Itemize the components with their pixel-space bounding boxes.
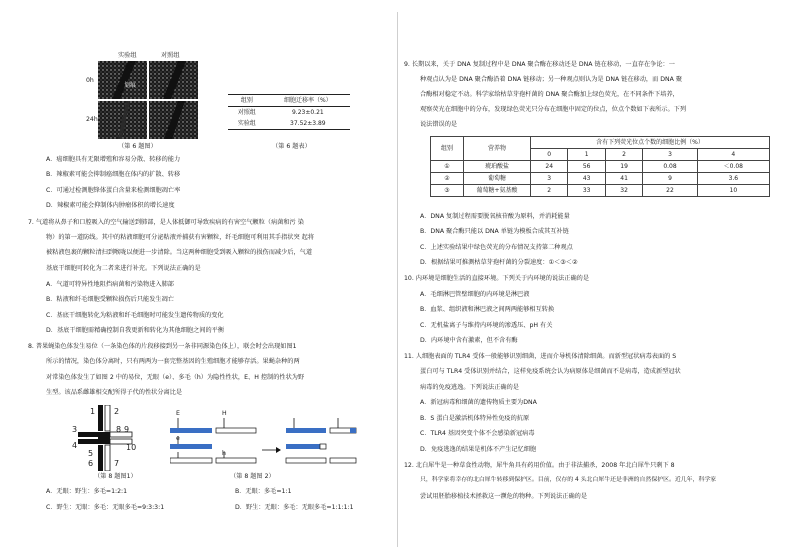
q10-option-c: C．无机盐离子与维持内环境的渗透压、pH 有关 — [420, 322, 553, 329]
gene-e: e — [176, 435, 180, 442]
q7-option-a: A．气道可特异性地阻挡病菌和污染物进入肺部 — [46, 281, 174, 288]
table-cell: 对照组 — [228, 107, 266, 119]
q9-option-b: B．DNA 聚合酶只能以 DNA 单链为模板合成其互补链 — [420, 228, 569, 235]
q11-option-a: A．新冠病毒和细菌的遗传物质主要为DNA — [420, 399, 537, 406]
table-header: 4 — [697, 149, 769, 161]
gene-H: H — [222, 410, 227, 417]
fig8-num-2: 2 — [114, 407, 120, 416]
label-experimental: 实验组 — [118, 52, 137, 59]
q8-stem-2: 所示的情况，染色体分离时，只有两两为一套完整基因的生殖细胞才能够存活。果蝇杂种的两 — [46, 358, 300, 365]
table-cell: 9 — [643, 173, 697, 185]
figure-6 — [86, 52, 201, 142]
table-cell: 32 — [605, 185, 642, 197]
table-6 — [228, 94, 350, 130]
fig8-num-4: 4 — [72, 441, 78, 450]
q7-stem-4: 基底干细胞可转化为二者来进行补充。下列说法正确的是 — [46, 265, 201, 272]
q10-option-b: B．血浆、组织液和淋巴液之间两两能够相互转换 — [420, 306, 555, 313]
q10-stem: 10. 内环境是细胞生活的直接环境。下列关于内环境的说法正确的是 — [404, 275, 590, 282]
table-cell: 9.23±0.21 — [266, 107, 350, 119]
q8-stem-1: 8. 普果蝇染色体发生易位（一条染色体的片段移接到另一条非同源染色体上），联会时会出现如图1 — [28, 343, 297, 350]
fig8-num-7: 7 — [114, 459, 120, 468]
q12-stem-3: 尝试用胚胎移植技术拯救这一濒危的物种。下列说法正确的是 — [420, 493, 588, 500]
fig8-num-5: 5 — [88, 449, 94, 458]
table-cell: 10 — [697, 185, 769, 197]
q9-stem-4: 观察荧光在细胞中的分布，发现绿色荧光只分布在细胞中固定的位点，位点个数如下表所示。下列 — [420, 106, 687, 113]
q9-stem-1: 9. 长期以来，关于 DNA 复制过程中是 DNA 聚合酶在移动还是 DNA 链在移动，一直存在争论：一 — [404, 61, 675, 68]
table-cell: 琥珀酸盐 — [464, 161, 531, 173]
fig8-num-9: 9 — [124, 425, 130, 434]
label-0h: 0h — [86, 77, 94, 84]
table-cell: 56 — [568, 161, 605, 173]
q7-stem-1: 7. 气道将从鼻子和口腔吸入的空气输送到肺部，是人体抵御可导致疾病的有害空气颗粒（病菌和污 染 — [28, 219, 304, 226]
label-control: 对照组 — [161, 52, 180, 59]
q6-option-c: C．可通过检测胞锋体蛋白含量来检测细胞凋亡率 — [46, 187, 181, 194]
table-cell: 24 — [531, 161, 568, 173]
figure-8-1 — [72, 405, 142, 471]
table-header: 含有下列荧光位点个数的细胞比例（%） — [531, 137, 770, 149]
figure-8-1-caption: （第 8 题图1） — [94, 473, 137, 480]
q8-option-d: D．野生：无眼：多毛：无眼多毛=1:1:1:1 — [235, 504, 354, 511]
q9-stem-5: 说法错误的是 — [420, 121, 458, 128]
table-row — [431, 173, 770, 185]
q7-option-c: C．基底干细胞转化为粘液和纤毛细胞时可能发生遗传物质的变化 — [46, 312, 224, 319]
q11-stem-1: 11. 人细胞表面的 TLR4 受体一般能够识别细菌，进而介导机体清除细菌。而新型冠状病毒表面的 S — [404, 353, 677, 360]
table-cell: 实验组 — [228, 118, 266, 130]
q7-option-d: D．基底干细胞需精确控制自我更新和转化为其他细胞之间的平衡 — [46, 327, 225, 334]
table-9 — [430, 136, 770, 197]
figure-6-caption: （第 6 题图） — [118, 143, 157, 150]
table-row — [431, 185, 770, 197]
table-cell: 19 — [605, 161, 642, 173]
scratch-photos — [98, 61, 198, 139]
q8-option-a: A．无眼：野生：多毛=1:2:1 — [46, 488, 128, 495]
q8-stem-4: 生型。该品系雌雄相交配所得子代的性状分离比是 — [46, 389, 183, 396]
q6-option-d: D．辣椒素可能会抑制体内肿瘤体积的增长速度 — [46, 202, 175, 209]
table-cell: ② — [431, 173, 464, 185]
figure-8-2 — [170, 410, 360, 472]
table-cell: 2 — [531, 185, 568, 197]
table-6-caption: （第 6 题表） — [272, 143, 311, 150]
q6-option-b: B．辣椒素可能会抑制癌细胞在体内的扩散、转移 — [46, 171, 181, 178]
table-cell: 33 — [568, 185, 605, 197]
fig8-num-1: 1 — [90, 407, 96, 416]
table-header: 组别 — [431, 137, 464, 161]
table-cell: ＜0.08 — [697, 161, 769, 173]
fig8-num-6: 6 — [88, 459, 94, 468]
table-header: 3 — [643, 149, 697, 161]
q9-stem-3: 合酶相对稳定不动。科学家给枯草芽孢杆菌的 DNA 聚合酶加上绿色荧光，在不同条件下培养， — [420, 91, 679, 98]
fig8-num-8: 8 — [116, 425, 122, 434]
table-cell: 0.08 — [643, 161, 697, 173]
table-cell: 22 — [643, 185, 697, 197]
q8-option-b: B．无眼：多毛=1:1 — [235, 488, 292, 495]
table-header: 1 — [568, 149, 605, 161]
table-cell: 41 — [605, 173, 642, 185]
q7-stem-3: 被粘液包裹的颗粒清扫到喉咙以便进一步清除。当这两种细胞受到吸入颗粒的损伤而减少后，气道 — [46, 249, 313, 256]
table-cell: 43 — [568, 173, 605, 185]
table-cell: 37.52±3.89 — [266, 118, 350, 130]
column-divider — [397, 12, 398, 547]
fig8-num-10: 10 — [126, 443, 137, 452]
q10-option-d: D．内环境中含有激素，但不含有酶 — [420, 337, 518, 344]
q9-option-a: A．DNA 复制过程需要脱氧核苷酸为原料，并消耗能量 — [420, 213, 570, 220]
q9-option-c: C．上述实验结果中绿色荧光的分布情况支持第二种观点 — [420, 244, 573, 251]
table-cell: ③ — [431, 185, 464, 197]
q11-option-c: C．TLR4 基因突变个体不会感染新冠病毒 — [420, 430, 535, 437]
q6-option-a: A．癌细胞具有无限增殖和容易分散、转移的能力 — [46, 156, 181, 163]
q7-stem-2: 物）的第一道防线。其中的粘液细胞可分泌粘液并捕获有害颗粒，纤毛细胞可利用其手指状突 起将 — [46, 234, 315, 241]
table-header: 组别 — [228, 95, 266, 107]
table-header: 0 — [531, 149, 568, 161]
q9-stem-2: 种观点认为是 DNA 聚合酶沿着 DNA 链移动；另一种观点则认为是 DNA 链在移动，而 DNA 聚 — [420, 76, 683, 83]
table-header: 细胞迁移率（%） — [266, 95, 350, 107]
table-cell: 葡萄糖 — [464, 173, 531, 185]
q11-stem-3: 病毒的免疫逃逸。下列说法正确的是 — [420, 384, 519, 391]
label-24h: 24h — [86, 116, 98, 123]
q12-stem-2: 只，科学家将幸存的北白犀牛转移到保护区。目前，仅存的 4 头北白犀牛还是非洲的自然保护区。近几年，科学家 — [420, 477, 717, 483]
translocation-diagram — [170, 410, 360, 472]
table-cell: ① — [431, 161, 464, 173]
figure-8-2-caption: （第 8 题图 2） — [230, 473, 275, 480]
q10-option-a: A．毛细淋巴管壁细胞的内环境是淋巴液 — [420, 291, 530, 298]
table-header: 2 — [605, 149, 642, 161]
table-cell: 3 — [531, 173, 568, 185]
q7-option-b: B．粘液和纤毛细胞受颗粒损伤后只能发生凋亡 — [46, 296, 174, 303]
q12-stem-1: 12. 北白犀牛是一种草食性动物，犀牛角具有药用价值。由于非法捕杀，2008 年北白犀牛只剩下 8 — [404, 462, 675, 469]
table-cell: 葡萄糖+氨基酸 — [464, 185, 531, 197]
fig8-num-3: 3 — [72, 425, 78, 434]
q8-stem-3: 对常染色体发生了如图 2 中的易位，无眼（e）、多毛（h）为隐性性状，E、H 控制的性状为野 — [46, 374, 305, 381]
q11-stem-2: 蛋白可与 TLR4 受体识别并结合，这样免疫系统会认为病原体是细菌而不是病毒，造成新型冠状 — [420, 368, 681, 375]
q8-option-c: C．野生：无眼：多毛：无眼多毛=9:3:3:1 — [46, 504, 165, 511]
q11-option-b: B．S 蛋白是激活机体特异性免疫的抗原 — [420, 415, 530, 422]
translocation-cross-diagram — [72, 405, 142, 471]
q11-option-d: D．免疫逃逸的结果是机体不产生记忆细胞 — [420, 446, 537, 453]
table-row — [431, 161, 770, 173]
table-header: 营养物 — [464, 137, 531, 161]
q9-option-d: D．根据结果可推测枯草芽孢杆菌的分裂速度：①＜③＜② — [420, 259, 578, 266]
scratch-label: 划痕 — [124, 82, 137, 89]
gene-h: h — [222, 450, 226, 457]
gene-E: E — [176, 410, 180, 417]
table-cell: 3.6 — [697, 173, 769, 185]
